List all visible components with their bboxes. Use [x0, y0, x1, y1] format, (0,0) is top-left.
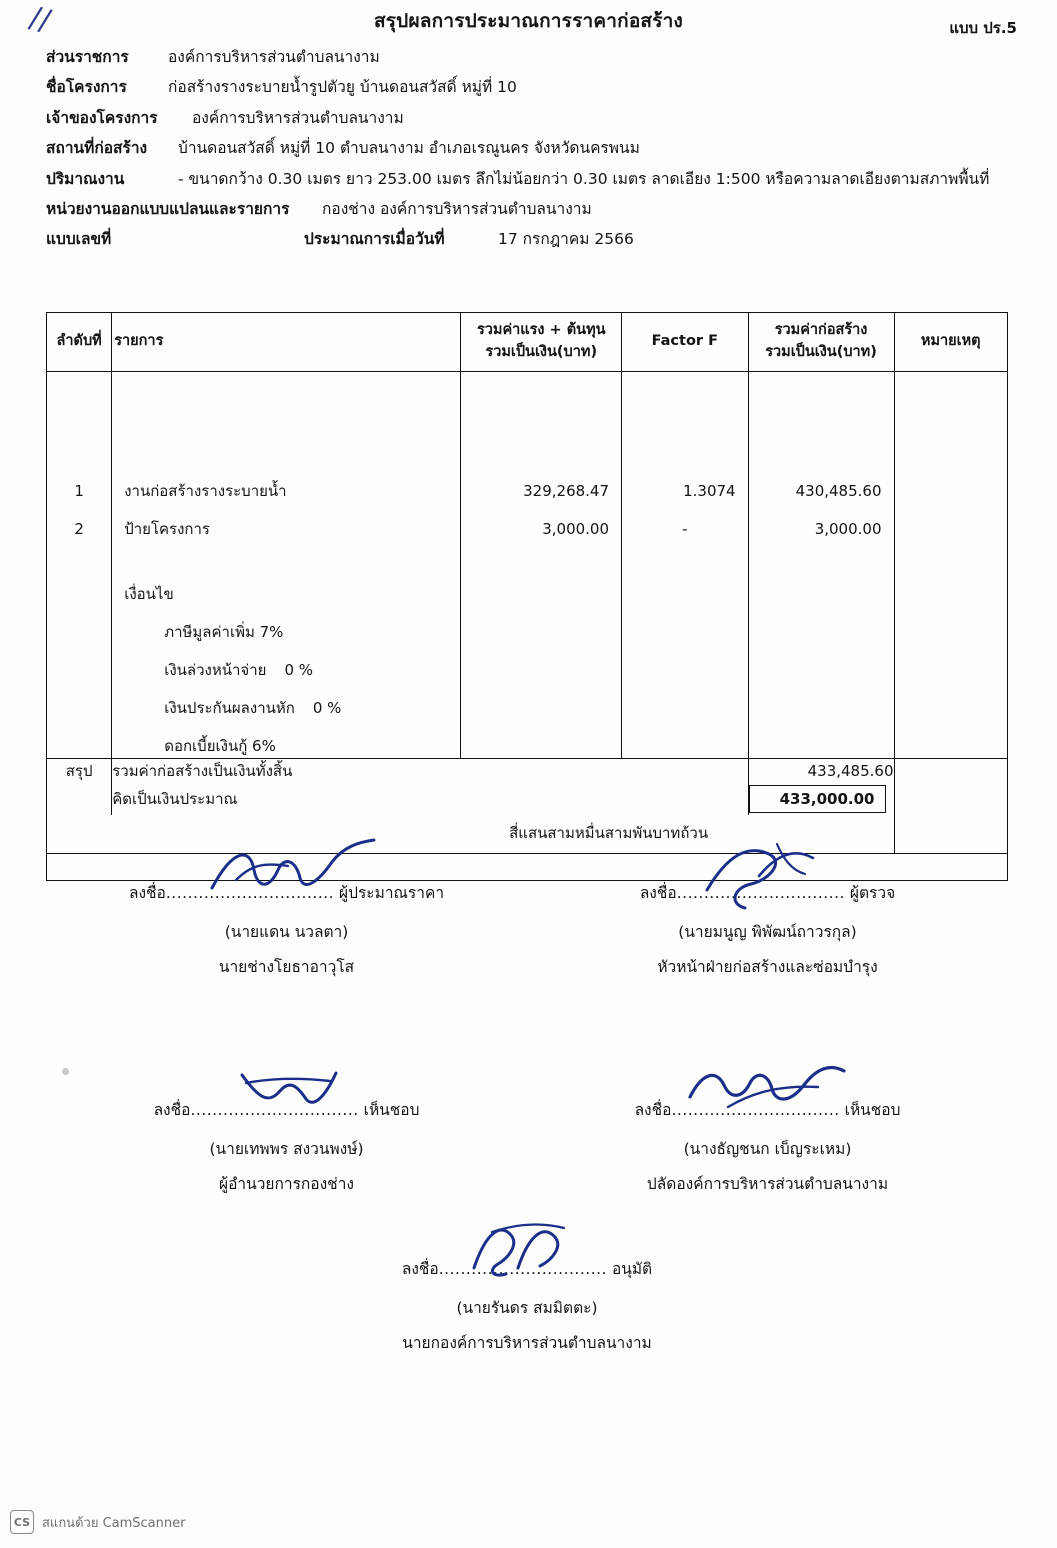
signature-line-director: [46, 1097, 527, 1122]
summary-approx-value-cell: [748, 783, 894, 815]
signature-block-director: [46, 1097, 527, 1196]
col-header-item: รายการ: [112, 313, 461, 372]
condition-interest-label: ดอกเบี้ยเงินกู้ 6%: [164, 736, 276, 755]
sign-word-clerk: ลงชื่อ: [634, 1101, 672, 1119]
sign-role-inspector: ผู้ตรวจ: [849, 884, 896, 902]
meta-label-design-unit: หน่วยงานออกแบบแปลนและรายการ: [46, 199, 290, 218]
signature-name-clerk: (นางธัญชนก เบ็ญระเหม): [683, 1140, 852, 1158]
row-1-total-value: 430,485.60: [795, 481, 882, 500]
row-1-item-label: งานก่อสร้างรางระบายน้ำ: [124, 481, 287, 500]
cell-item-column: [112, 371, 461, 758]
signature-name-estimator: (นายแดน นวลตา): [224, 923, 349, 941]
meta-value-owner: องค์การบริหารส่วนตำบลนางาม: [192, 108, 404, 127]
signature-name-approver: (นายรันดร สมมิตตะ): [456, 1299, 598, 1317]
amount-in-words: สี่แสนสามหมื่นสามพันบาทถ้วน: [112, 815, 748, 854]
meta-label-quantity: ปริมาณงาน: [46, 169, 125, 188]
meta-label-location: สถานที่ก่อสร้าง: [46, 139, 148, 158]
cost-stack: [461, 372, 621, 548]
summary-approx-note-cell: [894, 783, 1008, 815]
meta-value-location: บ้านดอนสวัสดิ์ หมู่ที่ 10 ตำบลนางาม อำเภอเรณูนคร จังหวัดนครพนม: [178, 139, 640, 158]
summary-approx-tag-cell: [47, 783, 112, 815]
signature-name-director: (นายเทพพร สงวนพงษ์): [209, 1140, 364, 1158]
condition-advance: [112, 658, 460, 682]
summary-approx-label-cell: คิดเป็นเงินประมาณ: [112, 783, 461, 815]
table-body-row: [47, 371, 1008, 758]
meta-value-design-unit: กองช่าง องค์การบริหารส่วนตำบลนางาม: [322, 199, 592, 218]
summary-approx-spacer-2: [622, 783, 749, 815]
sign-dots-inspector: ...............................: [676, 884, 845, 902]
summary-approx-value: 433,000.00: [749, 785, 886, 813]
col-header-factor: Factor F: [622, 313, 749, 372]
sign-role-clerk: เห็นชอบ: [844, 1101, 901, 1119]
meta-value-estimate-date: 17 กรกฎาคม 2566: [498, 230, 634, 249]
signature-row-1: [46, 880, 1008, 979]
factor-stack: [622, 372, 748, 548]
approver-inner: [402, 1256, 652, 1281]
summary-total-spacer-2: [622, 758, 749, 783]
camscanner-badge-icon: CS: [10, 1510, 34, 1534]
condition-retention-label: เงินประกันผลงานหัก: [164, 698, 295, 717]
words-spacer-left: [47, 815, 112, 854]
meta-row-owner: [46, 109, 1006, 128]
condition-advance-value: 0 %: [284, 660, 314, 679]
condition-vat: [112, 620, 460, 644]
meta-row-agency: [46, 48, 1006, 67]
col-header-no: ลำดับที่: [47, 313, 112, 372]
meta-row-drawing-and-date: [46, 230, 1006, 249]
sign-word-estimator: ลงชื่อ: [128, 884, 166, 902]
sign-dots-approver: ...............................: [438, 1260, 607, 1278]
signature-row-2: [46, 1097, 1008, 1196]
table-row-2-factor: [622, 510, 748, 548]
condition-advance-label: เงินล่วงหน้าจ่าย: [164, 660, 267, 679]
bottom-blank-cell: [47, 853, 1008, 880]
sign-word-director: ลงชื่อ: [153, 1101, 191, 1119]
summary-tag-label: สรุป: [65, 761, 93, 780]
row-2-factor-value: -: [682, 519, 688, 538]
signature-section: [46, 880, 1008, 1355]
row-1-index: 1: [74, 481, 84, 500]
summary-total-value-cell: 433,485.60: [748, 758, 894, 783]
condition-retention: [112, 696, 460, 720]
camscanner-footer: [10, 1510, 185, 1534]
meta-value-project-name: ก่อสร้างรางระบายน้ำรูปตัวยู บ้านดอนสวัสดิ์ หมู่ที่ 10: [168, 78, 517, 97]
signature-position-estimator: นายช่างโยธาอาวุโส: [218, 958, 355, 976]
table-body: [47, 371, 1008, 880]
signature-line-clerk: [527, 1097, 1008, 1122]
signature-block-clerk: [527, 1097, 1008, 1196]
signature-block-inspector: [527, 880, 1008, 979]
conditions-title: เงื่อนไข: [124, 584, 174, 603]
row-1-cost-value: 329,268.47: [523, 481, 610, 500]
summary-total-note-cell: [894, 758, 1008, 783]
sign-dots-director: ...............................: [190, 1101, 359, 1119]
cell-no-column: [47, 371, 112, 758]
col-header-cost-line2: รวมเป็นเงิน(บาท): [485, 343, 598, 360]
summary-total-spacer-1: [461, 758, 622, 783]
meta-label-project-name: ชื่อโครงการ: [46, 78, 127, 97]
sign-role-estimator: ผู้ประมาณราคา: [339, 884, 445, 902]
no-stack: [47, 372, 111, 548]
col-header-cost: [461, 313, 622, 372]
row-2-cost-value: 3,000.00: [542, 519, 610, 538]
condition-interest: [112, 734, 460, 758]
table-header-row: [47, 313, 1008, 372]
meta-value-quantity: - ขนาดกว้าง 0.30 เมตร ยาว 253.00 เมตร ลึกไม่น้อยกว่า 0.30 เมตร ลาดเอียง 1:500 หรือความลาดเอียงตามสภาพพื้นที่: [178, 169, 990, 188]
table-row-1-total: [749, 472, 894, 510]
signature-line-approver: [402, 1256, 652, 1281]
table-head: [47, 313, 1008, 372]
row-2-total-value: 3,000.00: [814, 519, 882, 538]
summary-approx-row: [47, 783, 1008, 815]
signature-position-inspector: หัวหน้าฝ่ายก่อสร้างและซ่อมบำรุง: [657, 958, 878, 976]
table-row-1-factor: [622, 472, 748, 510]
words-spacer-total: [748, 815, 894, 854]
col-header-cost-line1: รวมค่าแรง + ต้นทุน: [476, 322, 606, 338]
summary-approx-spacer-1: [461, 783, 622, 815]
summary-tag-cell: [47, 758, 112, 783]
handwritten-corner-mark: //: [26, 0, 55, 39]
sign-dots-estimator: ...............................: [165, 884, 335, 902]
cell-total-column: [748, 371, 894, 758]
signature-name-inspector: (นายมนูญ พิพัฒน์ถาวรกุล): [678, 923, 857, 941]
summary-total-label-cell: รวมค่าก่อสร้างเป็นเงินทั้งสิ้น: [112, 758, 461, 783]
table-row-1-no: [47, 472, 111, 510]
meta-label-drawing-no: แบบเลขที่: [46, 230, 112, 249]
item-stack: [112, 372, 460, 758]
table-row-1-item: [112, 472, 460, 510]
meta-row-project-name: [46, 78, 1006, 97]
table-row-2-total: [749, 510, 894, 548]
summary-words-row: [47, 815, 1008, 854]
meta-label-agency: ส่วนราชการ: [46, 48, 129, 66]
row-2-index: 2: [74, 519, 84, 538]
signature-block-approver: [46, 1256, 1008, 1355]
meta-label-estimate-date: ประมาณการเมื่อวันที่: [304, 230, 445, 249]
signature-line-estimator: [46, 880, 527, 905]
col-header-total: [748, 313, 894, 372]
page-title: สรุปผลการประมาณการราคาก่อสร้าง: [373, 10, 683, 32]
form-code-label: แบบ ปร.5: [949, 19, 1017, 37]
col-header-total-line2: รวมเป็นเงิน(บาท): [765, 343, 877, 360]
row-2-item-label: ป้ายโครงการ: [124, 519, 210, 538]
meta-row-location: [46, 139, 1006, 158]
sign-word-inspector: ลงชื่อ: [639, 884, 677, 902]
table-row-2-no: [47, 510, 111, 548]
condition-vat-label: ภาษีมูลค่าเพิ่ม 7%: [164, 622, 284, 641]
meta-value-agency: องค์การบริหารส่วนตำบลนางาม: [168, 48, 380, 66]
camscanner-footer-text: สแกนด้วย CamScanner: [42, 1515, 186, 1531]
total-stack: [749, 372, 894, 548]
meta-row-quantity: [46, 170, 1006, 189]
sign-dots-clerk: ...............................: [671, 1101, 840, 1119]
table-row-1-cost: [461, 472, 621, 510]
signature-position-clerk: ปลัดองค์การบริหารส่วนตำบลนางาม: [646, 1175, 889, 1193]
sign-role-approver: อนุมัติ: [611, 1260, 653, 1278]
sign-role-director: เห็นชอบ: [363, 1101, 420, 1119]
cell-note-column: [894, 371, 1008, 758]
signature-position-director: ผู้อำนวยการกองช่าง: [219, 1175, 354, 1193]
document-meta: [46, 48, 1006, 261]
cost-summary-table: [46, 312, 1008, 881]
col-header-note: หมายเหตุ: [894, 313, 1008, 372]
summary-total-row: [47, 758, 1008, 783]
sign-word-approver: ลงชื่อ: [401, 1260, 439, 1278]
signature-block-estimator: [46, 880, 527, 979]
words-spacer-note: [894, 815, 1008, 854]
bottom-blank-row: [47, 853, 1008, 880]
meta-row-design-unit: [46, 200, 1006, 219]
row-1-factor-value: 1.3074: [683, 481, 736, 500]
table-row-2-cost: [461, 510, 621, 548]
cell-factor-column: [622, 371, 749, 758]
signature-line-inspector: [527, 880, 1008, 905]
col-header-total-line1: รวมค่าก่อสร้าง: [774, 322, 868, 338]
condition-retention-value: 0 %: [312, 698, 342, 717]
meta-label-owner: เจ้าของโครงการ: [46, 108, 158, 127]
signature-position-approver: นายกองค์การบริหารส่วนตำบลนางาม: [402, 1334, 652, 1352]
cell-cost-column: [461, 371, 622, 758]
table-row-2-item: [112, 510, 460, 548]
